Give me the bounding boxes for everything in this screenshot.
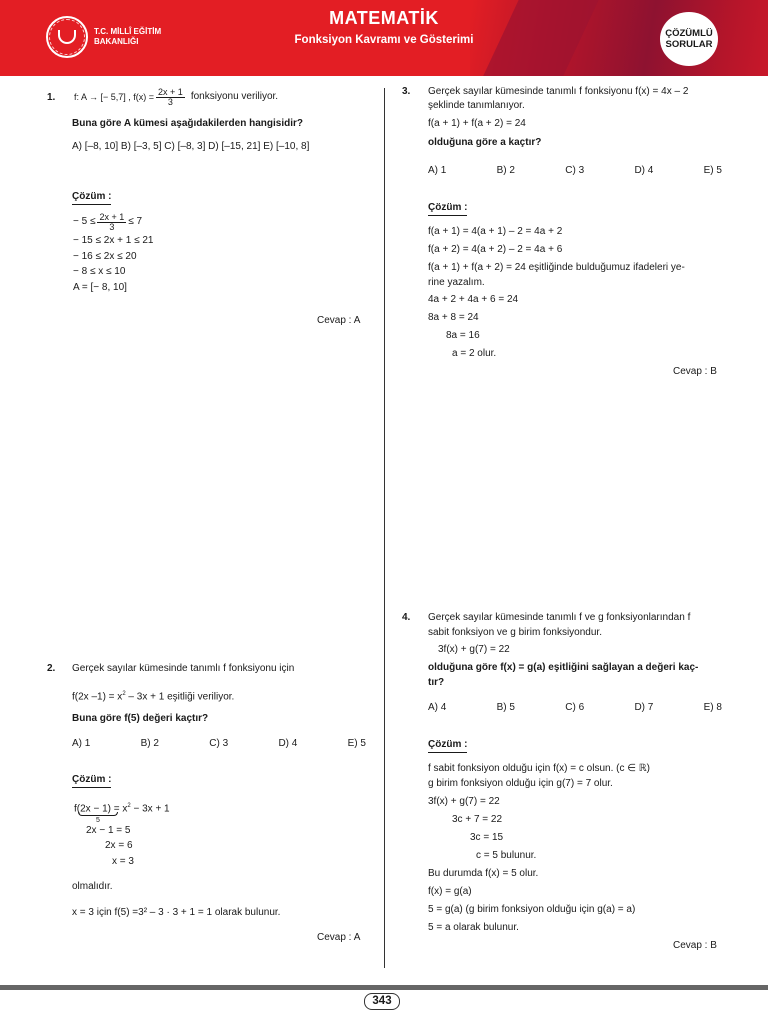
question-number: 4. xyxy=(402,612,411,623)
answer-options: A) 1 B) 2 C) 3 D) 4 E) 5 xyxy=(72,738,366,749)
solution-step: f(a + 1) + f(a + 2) = 24 eşitliğinde bulduğumuz ifadeleri ye- xyxy=(428,262,685,273)
question-number: 1. xyxy=(47,92,56,103)
question-text: olduğuna göre a kaçtır? xyxy=(428,137,542,148)
solution-step: A = [− 8, 10] xyxy=(73,282,127,293)
solution-step: g birim fonksiyon olduğu için g(7) = 7 olur. xyxy=(428,778,613,789)
answer-label: Cevap : A xyxy=(317,315,361,326)
question-text: Buna göre A kümesi aşağıdakilerden hangisidir? xyxy=(72,118,303,129)
solution-title: Çözüm : xyxy=(72,774,111,788)
question-number: 3. xyxy=(402,86,411,97)
solved-questions-badge: ÇÖZÜMLÜ SORULAR xyxy=(660,12,718,66)
solution-step: f(x) = g(a) xyxy=(428,886,472,897)
question-text: Buna göre f(5) değeri kaçtır? xyxy=(72,713,209,724)
question-stem: f: A → [− 5,7] , f(x) = $\frac{2x + 1}{3}$ fonksiyonu veriliyor. xyxy=(74,86,279,107)
solution-step: 4a + 2 + 4a + 6 = 24 xyxy=(428,294,519,305)
page-title: MATEMATİK xyxy=(329,8,439,28)
column-divider xyxy=(384,88,385,968)
ministry-name: T.C. MİLLÎ EĞİTİM BAKANLIĞI xyxy=(94,27,162,46)
question-stem: Gerçek sayılar kümesinde tanımlı f fonksiyonu f(x) = 4x – 2 xyxy=(428,86,689,97)
question-text: tır? xyxy=(428,677,445,688)
page-subtitle: Fonksiyon Kavramı ve Gösterimi xyxy=(294,34,474,46)
solution-step: − 15 ≤ 2x + 1 ≤ 21 xyxy=(73,235,154,246)
solution-step: x = 3 için f(5) =3² – 3 · 3 + 1 = 1 olarak bulunur. xyxy=(72,907,281,918)
question-given: 3f(x) + g(7) = 22 xyxy=(438,644,510,655)
solution-step: 5 = g(a) (g birim fonksiyon olduğu için g(a) = a) xyxy=(428,904,636,915)
solution-step: − 16 ≤ 2x ≤ 20 xyxy=(73,251,137,262)
question-number: 2. xyxy=(47,663,56,674)
footer-rule xyxy=(0,985,768,990)
solution-step: − 8 ≤ x ≤ 10 xyxy=(73,266,126,277)
question-given: f(2x $-1) = x^2 - 3x + 1$ eşitliği veriliyor. xyxy=(72,691,235,703)
fraction: $\frac{2x + 1}{3}$ xyxy=(99,211,125,232)
solution-step: 3c = 15 xyxy=(470,832,504,843)
question-stem: sabit fonksiyon ve g birim fonksiyondur. xyxy=(428,627,602,638)
answer-options: A) [–8, 10] B) [–3, 5] C) [–8, 3] D) [–15, 21] E) [–10, 8] xyxy=(72,141,310,152)
question-given: f(a + 1) + f(a + 2) = 24 xyxy=(428,118,526,129)
page-header xyxy=(0,0,768,76)
solution-step: 5 = a olarak bulunur. xyxy=(428,922,519,933)
underbrace-label: 5 xyxy=(96,817,100,824)
solution-title: Çözüm : xyxy=(428,739,467,753)
solution-step: olmalıdır. xyxy=(72,881,113,892)
solution-title: Çözüm : xyxy=(428,202,467,216)
solution-step: 3c + 7 = 22 xyxy=(452,814,503,825)
question-stem: Gerçek sayılar kümesinde tanımlı f fonksiyonu için xyxy=(72,663,295,674)
answer-label: Cevap : A xyxy=(317,932,361,943)
page-number: 343 xyxy=(364,993,400,1010)
solution-step: 8a = 16 xyxy=(446,330,480,341)
answer-options: A) 4 B) 5 C) 6 D) 7 E) 8 xyxy=(428,702,722,713)
question-stem: Gerçek sayılar kümesinde tanımlı f ve g fonksiyonlarından f xyxy=(428,612,691,623)
solution-step: x = 3 xyxy=(112,856,134,867)
solution-step: rine yazalım. xyxy=(428,277,485,288)
solution-step: c = 5 bulunur. xyxy=(476,850,537,861)
solution-step: 2x = 6 xyxy=(105,840,133,851)
answer-label: Cevap : B xyxy=(673,940,717,951)
solution-step: $f(2x - 1) = x^2 - 3x + 1$ xyxy=(74,803,170,815)
solution-step: a = 2 olur. xyxy=(452,348,497,359)
solution-step: f sabit fonksiyon olduğu için f(x) = c olsun. (c ∈ ℝ) xyxy=(428,763,650,774)
answer-options: A) 1 B) 2 C) 3 D) 4 E) 5 xyxy=(428,165,722,176)
question-stem: şeklinde tanımlanıyor. xyxy=(428,100,525,111)
solution-title: Çözüm : xyxy=(72,191,111,205)
solution-step: − 5 ≤ $\frac{2x + 1}{3}$ ≤ 7 xyxy=(73,211,143,232)
solution-step: 8a + 8 = 24 xyxy=(428,312,479,323)
solution-step: f(a + 2) = 4(a + 2) – 2 = 4a + 6 xyxy=(428,244,563,255)
solution-step: Bu durumda f(x) = 5 olur. xyxy=(428,868,539,879)
answer-label: Cevap : B xyxy=(673,366,717,377)
solution-step: 2x − 1 = 5 xyxy=(86,825,131,836)
question-text: olduğuna göre f(x) = g(a) eşitliğini sağlayan a değeri kaç- xyxy=(428,662,699,673)
fraction: $\frac{2x + 1}{3}$ xyxy=(158,86,183,107)
solution-step: 3f(x) + g(7) = 22 xyxy=(428,796,500,807)
solution-step: f(a + 1) = 4(a + 1) – 2 = 4a + 2 xyxy=(428,226,563,237)
